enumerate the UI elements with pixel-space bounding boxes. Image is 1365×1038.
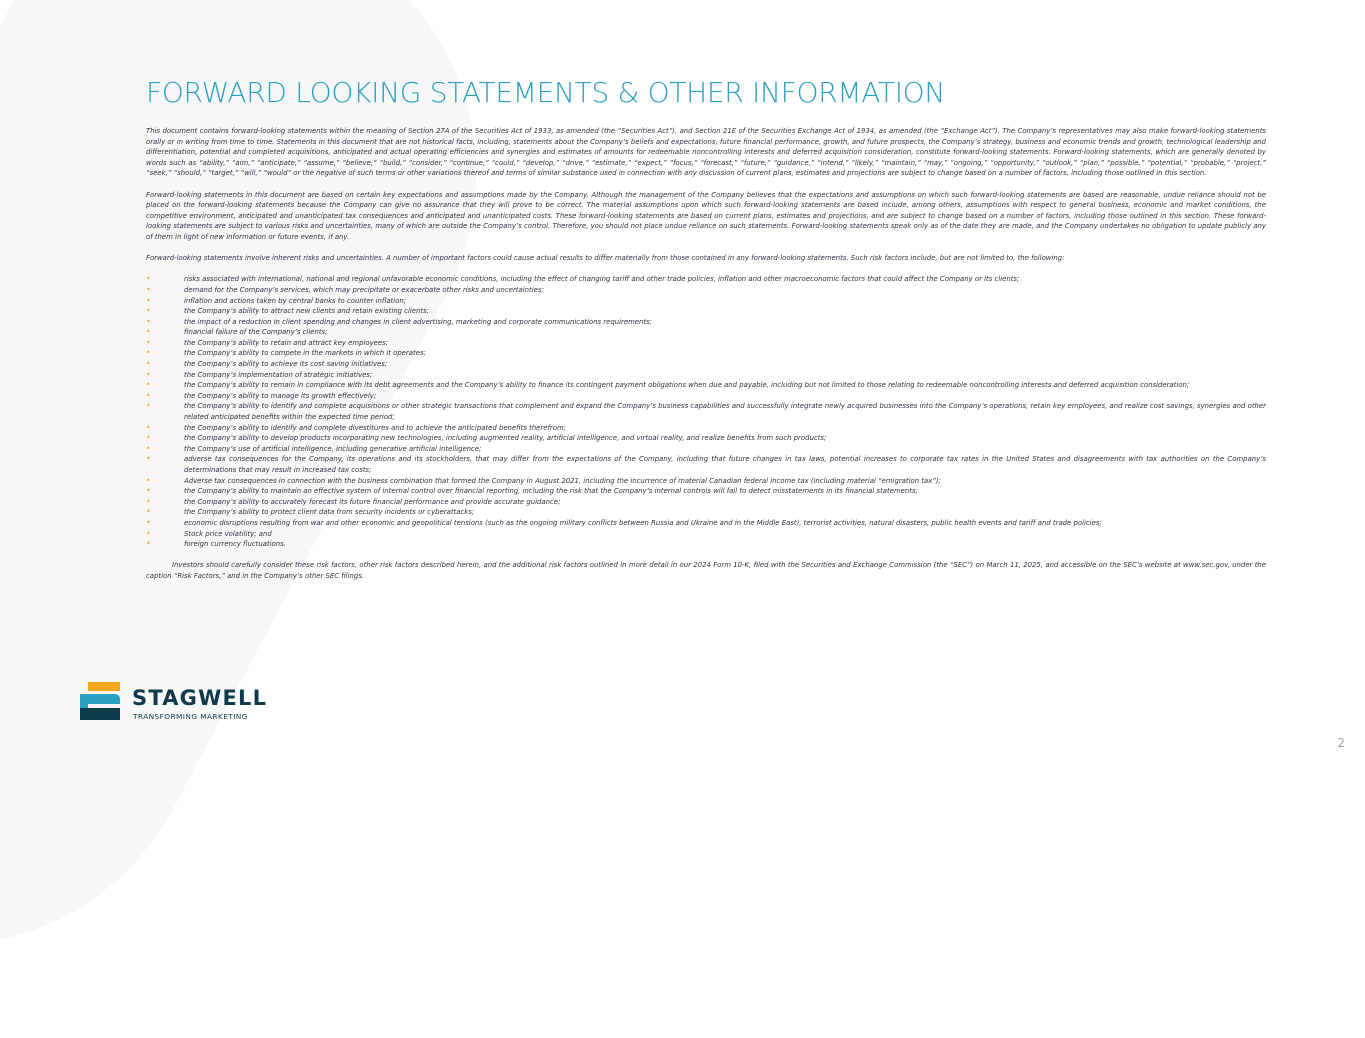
- risk-factor-item: [146, 348, 1266, 359]
- risk-factor-item: [146, 476, 1266, 487]
- paragraph-assumptions: Forward-looking statements in this document are based on certain key expectations and assumptions made by the Company. Although the management of the Company believes that the expectations and assumptions on which such forward-looking statements are based are reasonable, undue reliance should not be placed on the forward-looking statements because the Company can give no assurance that they will prove to be correct. The material assumptions upon which such forward-looking statements are based include, among others, assumptions with respect to general business, economic and market conditions, the competitive environment, anticipated and unanticipated tax consequences and anticipated and unanticipated costs. These forward-looking statements are based on current plans, estimates and projections, and are subject to change based on a number of factors, including those outlined in this section. These forward-looking statements are subject to various risks and uncertainties, many of which are outside the Company’s control. Therefore, you should not place undue reliance on such statements. Forward-looking statements speak only as of the date they are made, and the Company undertakes no obligation to update publicly any of them in light of new information or future events, if any.: [146, 190, 1266, 241]
- paragraph-intro: This document contains forward-looking statements within the meaning of Section 27A of the Securities Act of 1933, as amended (the “Securities Act”), and Section 21E of the Securities Exchange Act of 1934, as amended (the “Exchange Act”). The Company’s representatives may also make forward-looking statements orally or in writing from time to time. Statements in this document that are not historical facts, including, statements about the Company’s beliefs and expectations, future financial performance, growth, and future prospects, the Company’s strategy, business and economic trends and growth, technological leadership and differentiation, potential and completed acquisitions, anticipated and actual operating efficiencies and synergies and estimates of amounts for redeemable noncontrolling interests and deferred acquisition consideration, constitute forward-looking statements. Forward-looking statements, which are generally denoted by words such as “ability,” “aim,” “anticipate,” “assume,” “believe,” “build,” “consider,” “continue,” “could,” “develop,” “drive,” “estimate,” “expect,” “focus,” “forecast,” “future,” “guidance,” “intend,” “likely,” “maintain,” “may,” “ongoing,” “opportunity,” “outlook,” “plan,” “possible,” “potential,” “probable,” “project,” “seek,” “should,” “target,” “will,” “would” or the negative of such terms or other variations thereof and terms of similar substance used in connection with any discussion of current plans, estimates and projections are subject to change based on a number of factors, including those outlined in this section.: [146, 127, 1266, 178]
- bullet-icon: •: [146, 507, 151, 517]
- risk-factor-item: [146, 444, 1266, 455]
- risk-factor-item: [146, 518, 1266, 529]
- risk-factor-item: [146, 539, 1266, 550]
- risk-factor-text: the Company’s ability to identify and complete acquisitions or other strategic transactions that complement and expand the Company’s business capabilities and successfully integrate newly acquired businesses into the Company’s operations, retain key employees, and realize cost savings, synergies and other related anticipated benefits within the expected time period;: [184, 402, 1266, 422]
- paragraph-risks-lead: Forward-looking statements involve inherent risks and uncertainties. A number of important factors could cause actual results to differ materially from those contained in any forward-looking statements. Such risk factors include, but are not limited to, the following:: [146, 254, 1065, 263]
- stagwell-logo: [80, 682, 300, 722]
- slide-title: FORWARD LOOKING STATEMENTS & OTHER INFORMATION: [146, 76, 946, 109]
- bullet-icon: •: [146, 517, 151, 527]
- risk-factor-text: demand for the Company’s services, which may precipitate or exacerbate other risks and uncertainties;: [184, 285, 544, 294]
- risk-factor-item: [146, 423, 1266, 434]
- risk-factor-text: the Company’s ability to manage its growth effectively;: [184, 391, 377, 400]
- bullet-icon: •: [146, 380, 151, 390]
- bullet-icon: •: [146, 539, 151, 549]
- risk-factor-text: the Company’s ability to retain and attract key employees;: [184, 338, 389, 347]
- risk-factor-text: foreign currency fluctuations.: [184, 540, 286, 549]
- risk-factor-text: the Company’s ability to accurately forecast its future financial performance and provide accurate guidance;: [184, 497, 561, 506]
- risk-factor-item: [146, 507, 1266, 518]
- risk-factor-text: the Company’s ability to identify and complete divestitures and to achieve the anticipated benefits therefrom;: [184, 423, 566, 432]
- risk-factor-text: the Company’s use of artificial intelligence, including generative artificial intelligence;: [184, 444, 482, 453]
- risk-factor-text: the Company’s ability to maintain an effective system of internal control over financial reporting, including the risk that the Company’s internal controls will fail to detect misstatements in its financial statements;: [184, 487, 918, 496]
- page-number: 2: [1337, 736, 1345, 750]
- bullet-icon: •: [146, 443, 151, 453]
- bullet-icon: •: [146, 401, 151, 411]
- risk-factor-item: [146, 380, 1266, 391]
- risk-factor-text: the impact of a reduction in client spending and changes in client advertising, marketing and corporate communications requirements;: [184, 317, 653, 326]
- risk-factor-text: economic disruptions resulting from war and other economic and geopolitical tensions (such as the ongoing military conflicts between Russia and Ukraine and in the Middle East), terrorist activities, natural disasters, public health events and tariff and trade policies;: [184, 518, 1102, 527]
- risk-factor-text: the Company’s implementation of strategic initiatives;: [184, 370, 373, 379]
- bullet-icon: •: [146, 337, 151, 347]
- risk-factor-item: [146, 370, 1266, 381]
- paragraph-closing: Investors should carefully consider these risk factors, other risk factors described herein, and the additional risk factors outlined in more detail in our 2024 Form 10-K, filed with the Securities and Exchange Commission (the “SEC”) on March 11, 2025, and accessible on the SEC’s website at www.sec.gov, under the caption “Risk Factors,” and in the Company’s other SEC filings.: [146, 561, 1266, 580]
- bullet-icon: •: [146, 528, 151, 538]
- risk-factor-text: the Company’s ability to compete in the markets in which it operates;: [184, 349, 426, 358]
- bullet-icon: •: [146, 433, 151, 443]
- bullet-icon: •: [146, 369, 151, 379]
- risk-factor-item: [146, 391, 1266, 402]
- logo-tagline: TRANSFORMING MARKETING: [133, 712, 248, 721]
- disclaimer-body: [146, 126, 1266, 592]
- risk-factor-item: [146, 359, 1266, 370]
- risk-factor-item: [146, 529, 1266, 540]
- bullet-icon: •: [146, 359, 151, 369]
- risk-factor-text: the Company’s ability to attract new clients and retain existing clients;: [184, 307, 429, 316]
- bullet-icon: •: [146, 422, 151, 432]
- logo-wordmark: STAGWELL: [132, 686, 268, 710]
- risk-factor-item: [146, 401, 1266, 422]
- risk-factor-list: [146, 274, 1266, 549]
- risk-factor-item: [146, 486, 1266, 497]
- risk-factor-text: the Company’s ability to achieve its cost saving initiatives;: [184, 360, 388, 369]
- risk-factor-item: [146, 285, 1266, 296]
- bullet-icon: •: [146, 348, 151, 358]
- risk-factor-text: adverse tax consequences for the Company, its operations and its stockholders, that may differ from the expectations of the Company, including that future changes in tax laws, potential increases to corporate tax rates in the United States and disagreements with tax authorities on the Company’s determinations that may result in increased tax costs;: [184, 455, 1266, 474]
- stagwell-logo-mark-icon: [80, 682, 122, 720]
- bullet-icon: •: [146, 316, 151, 326]
- bullet-icon: •: [146, 496, 151, 506]
- risk-factor-text: the Company’s ability to remain in compliance with its debt agreements and the Company’s ability to finance its contingent payment obligations when due and payable, including but not limited to those relating to redeemable noncontrolling interests and deferred acquisition consideration;: [184, 381, 1190, 390]
- bullet-icon: •: [146, 327, 151, 337]
- risk-factor-item: [146, 433, 1266, 444]
- risk-factor-item: [146, 296, 1266, 307]
- risk-factor-text: Adverse tax consequences in connection with the business combination that formed the Company in August 2021, including the incurrence of material Canadian federal income tax (including material “emigration tax”);: [184, 476, 941, 485]
- risk-factor-text: Stock price volatility; and: [184, 529, 272, 538]
- bullet-icon: •: [146, 486, 151, 496]
- bullet-icon: •: [146, 475, 151, 485]
- risk-factor-item: [146, 274, 1266, 285]
- bullet-icon: •: [146, 306, 151, 316]
- risk-factor-text: inflation and actions taken by central banks to counter inflation;: [184, 296, 407, 305]
- risk-factor-item: [146, 497, 1266, 508]
- bullet-icon: •: [146, 274, 151, 284]
- risk-factor-text: the Company’s ability to develop products incorporating new technologies, including augmented reality, artificial intelligence, and virtual reality, and realize benefits from such products;: [184, 434, 827, 443]
- risk-factor-text: financial failure of the Company’s clients;: [184, 328, 328, 337]
- bullet-icon: •: [146, 390, 151, 400]
- risk-factor-item: [146, 454, 1266, 475]
- bullet-icon: •: [146, 295, 151, 305]
- risk-factor-item: [146, 338, 1266, 349]
- risk-factor-item: [146, 327, 1266, 338]
- bullet-icon: •: [146, 454, 151, 464]
- risk-factor-text: risks associated with international, national and regional unfavorable economic conditions, including the effect of changing tariff and other trade policies, inflation and other macroeconomic factors that could affect the Company or its clients;: [184, 275, 1020, 284]
- risk-factor-item: [146, 306, 1266, 317]
- risk-factor-text: the Company’s ability to protect client data from security incidents or cyberattacks;: [184, 508, 475, 517]
- bullet-icon: •: [146, 284, 151, 294]
- risk-factor-item: [146, 317, 1266, 328]
